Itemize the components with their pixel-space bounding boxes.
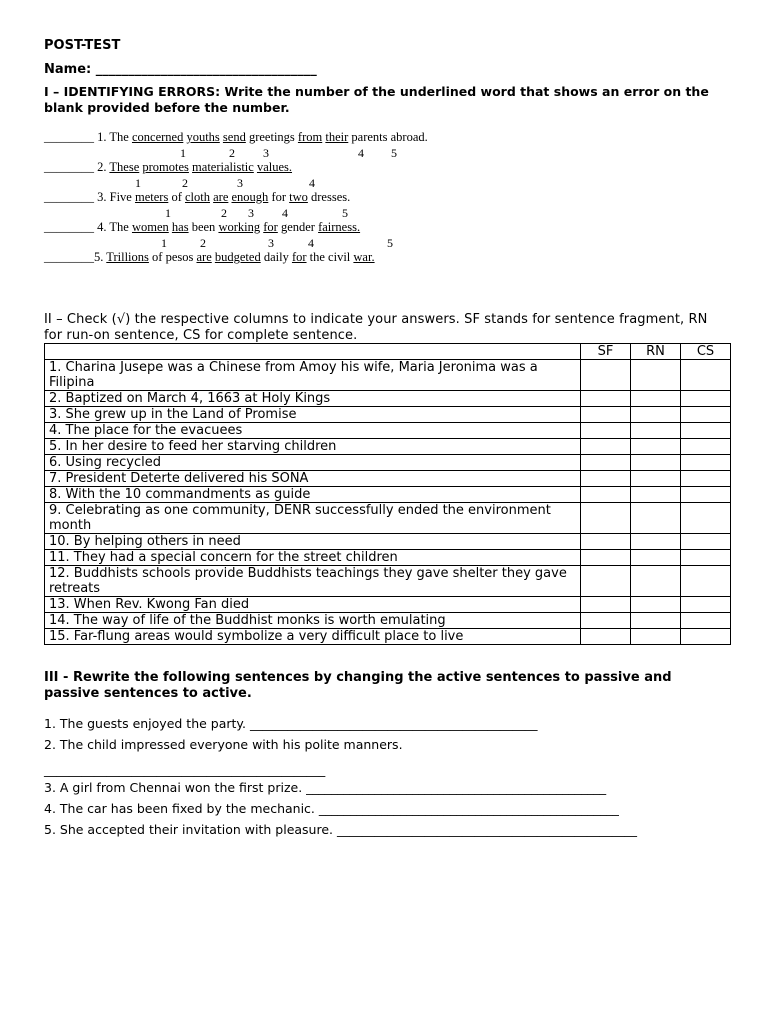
column-header-sentence (45, 344, 581, 360)
check-cell-sf[interactable] (581, 550, 631, 566)
check-cell-cs[interactable] (681, 566, 731, 597)
sentence-text: daily (260, 250, 292, 264)
name-label: Name: (44, 62, 96, 77)
underlined-word: are (213, 190, 229, 204)
sentence-cell: 5. In her desire to feed her starving children (45, 439, 581, 455)
sentence-cell: 14. The way of life of the Buddhist monks is worth emulating (45, 613, 581, 629)
table-row (45, 423, 731, 439)
word-number-label: 5 (391, 146, 397, 160)
rewrite-item: _____________________________________________ (44, 762, 326, 777)
answer-blank[interactable]: ________ (44, 250, 94, 264)
underlined-word: meters (134, 190, 169, 204)
check-cell-cs[interactable] (681, 423, 731, 439)
check-cell-rn[interactable] (631, 455, 681, 471)
sentence-text: gender (277, 220, 319, 234)
underlined-word: budgeted (214, 250, 261, 264)
answer-blank[interactable]: ________ (44, 190, 94, 204)
underlined-word: working (218, 220, 261, 234)
word-number-label: 1 (161, 236, 167, 250)
table-row (45, 597, 731, 613)
check-cell-rn[interactable] (631, 423, 681, 439)
check-cell-cs[interactable] (681, 439, 731, 455)
check-cell-rn[interactable] (631, 550, 681, 566)
word-number-label: 4 (308, 236, 314, 250)
sentence-cell: 13. When Rev. Kwong Fan died (45, 597, 581, 613)
underlined-word: youths (186, 130, 220, 144)
underlined-word: for (263, 220, 278, 234)
error-item-2 (44, 160, 292, 174)
underlined-word: has (171, 220, 189, 234)
section1-heading: I – IDENTIFYING ERRORS: Write the number of the underlined word that shows an error on the blank provided before the number. (44, 84, 709, 115)
page-title: POST-TEST (44, 38, 121, 53)
word-number-label: 2 (182, 176, 188, 190)
item-number: 5. (94, 250, 107, 264)
underlined-word: materialistic (192, 160, 254, 174)
table-row (45, 550, 731, 566)
underlined-word: two (289, 190, 308, 204)
rewrite-item: 4. The car has been fixed by the mechanic. ________________________________________________ (44, 801, 619, 816)
check-cell-cs[interactable] (681, 613, 731, 629)
check-cell-sf[interactable] (581, 613, 631, 629)
column-header-cs: CS (681, 344, 731, 360)
table-row (45, 439, 731, 455)
check-cell-rn[interactable] (631, 629, 681, 645)
check-cell-sf[interactable] (581, 423, 631, 439)
sentence-text: dresses. (307, 190, 351, 204)
table-header-row (45, 344, 731, 360)
rewrite-item: 1. The guests enjoyed the party. ______________________________________________ (44, 716, 538, 731)
sentence-cell: 4. The place for the evacuees (45, 423, 581, 439)
table-row (45, 613, 731, 629)
sentence-cell: 12. Buddhists schools provide Buddhists teachings they gave shelter they gave retreats (45, 566, 581, 597)
check-cell-cs[interactable] (681, 487, 731, 503)
underlined-word: their (325, 130, 349, 144)
check-cell-rn[interactable] (631, 391, 681, 407)
check-cell-sf[interactable] (581, 455, 631, 471)
check-cell-sf[interactable] (581, 487, 631, 503)
rewrite-item: 2. The child impressed everyone with his polite manners. (44, 737, 403, 752)
sentence-text: for (268, 190, 290, 204)
word-number-label: 2 (200, 236, 206, 250)
underlined-word: values. (256, 160, 293, 174)
sentence-cell: 11. They had a special concern for the street children (45, 550, 581, 566)
check-cell-sf[interactable] (581, 534, 631, 550)
underlined-word: war. (353, 250, 375, 264)
answer-blank[interactable]: ________ (44, 220, 94, 234)
check-cell-cs[interactable] (681, 629, 731, 645)
table-row (45, 391, 731, 407)
underlined-word: promotes (142, 160, 189, 174)
underlined-word: These (109, 160, 140, 174)
answer-blank[interactable]: ________ (44, 160, 94, 174)
word-number-label: 1 (180, 146, 186, 160)
check-cell-cs[interactable] (681, 597, 731, 613)
check-cell-rn[interactable] (631, 471, 681, 487)
underlined-word: Trillions (106, 250, 149, 264)
check-cell-rn[interactable] (631, 487, 681, 503)
sentence-cell: 3. She grew up in the Land of Promise (45, 407, 581, 423)
check-cell-cs[interactable] (681, 391, 731, 407)
table-row (45, 471, 731, 487)
table-row (45, 360, 731, 391)
word-number-label: 3 (268, 236, 274, 250)
item-number: 1. (94, 130, 110, 144)
word-number-label: 1 (135, 176, 141, 190)
word-number-label: 3 (237, 176, 243, 190)
word-number-label: 4 (282, 206, 288, 220)
sentence-text: the civil (306, 250, 354, 264)
rewrite-item: 3. A girl from Chennai won the first prize. ________________________________________________ (44, 780, 607, 795)
table-row (45, 503, 731, 534)
check-cell-sf[interactable] (581, 360, 631, 391)
underlined-word: enough (231, 190, 269, 204)
check-cell-rn[interactable] (631, 597, 681, 613)
item-number: 3. (94, 190, 110, 204)
sentence-text: of pesos (148, 250, 197, 264)
word-number-label: 3 (263, 146, 269, 160)
check-cell-sf[interactable] (581, 503, 631, 534)
check-cell-cs[interactable] (681, 455, 731, 471)
word-number-label: 4 (358, 146, 364, 160)
error-item-3 (44, 190, 350, 204)
sentence-cell: 10. By helping others in need (45, 534, 581, 550)
underlined-word: fairness. (318, 220, 361, 234)
underlined-word: concerned (131, 130, 184, 144)
check-cell-cs[interactable] (681, 534, 731, 550)
sentence-cell: 8. With the 10 commandments as guide (45, 487, 581, 503)
underlined-word: women (131, 220, 169, 234)
check-cell-rn[interactable] (631, 566, 681, 597)
column-header-sf: SF (581, 344, 631, 360)
sentence-cell: 15. Far-flung areas would symbolize a very difficult place to live (45, 629, 581, 645)
underlined-word: send (222, 130, 246, 144)
check-cell-rn[interactable] (631, 407, 681, 423)
check-cell-sf[interactable] (581, 391, 631, 407)
sentence-text: Five (109, 190, 135, 204)
check-cell-rn[interactable] (631, 503, 681, 534)
table-row (45, 455, 731, 471)
check-cell-sf[interactable] (581, 407, 631, 423)
sentence-cell: 6. Using recycled (45, 455, 581, 471)
answer-blank[interactable]: ________ (44, 130, 94, 144)
check-cell-cs[interactable] (681, 550, 731, 566)
word-number-label: 5 (342, 206, 348, 220)
error-item-4 (44, 220, 360, 234)
sentence-text: greetings (245, 130, 298, 144)
table-row (45, 534, 731, 550)
sentence-cell: 7. President Deterte delivered his SONA (45, 471, 581, 487)
sentence-text: The (109, 220, 132, 234)
underlined-word: cloth (184, 190, 210, 204)
sentence-text: The (109, 130, 132, 144)
sentence-cell: 1. Charina Jusepe was a Chinese from Amoy his wife, Maria Jeronima was a Filipina (45, 360, 581, 391)
error-item-5 (44, 250, 375, 264)
error-item-1 (44, 130, 428, 144)
sentence-cell: 9. Celebrating as one community, DENR successfully ended the environment month (45, 503, 581, 534)
word-number-label: 2 (229, 146, 235, 160)
underlined-word: from (297, 130, 323, 144)
check-cell-cs[interactable] (681, 360, 731, 391)
underlined-word: are (196, 250, 212, 264)
table-row (45, 407, 731, 423)
underlined-word: for (291, 250, 307, 264)
table-row (45, 629, 731, 645)
section2-heading: II – Check (√) the respective columns to indicate your answers. SF stands for sentence fragment, RN for run-on sentence, CS for complete sentence. (44, 312, 708, 343)
sentence-check-table (44, 343, 731, 645)
check-cell-rn[interactable] (631, 534, 681, 550)
table-row (45, 487, 731, 503)
item-number: 4. (94, 220, 110, 234)
check-cell-sf[interactable] (581, 629, 631, 645)
check-cell-sf[interactable] (581, 566, 631, 597)
check-cell-cs[interactable] (681, 503, 731, 534)
check-cell-cs[interactable] (681, 471, 731, 487)
column-header-rn: RN (631, 344, 681, 360)
sentence-cell: 2. Baptized on March 4, 1663 at Holy Kings (45, 391, 581, 407)
word-number-label: 3 (248, 206, 254, 220)
name-line (44, 62, 317, 77)
item-number: 2. (94, 160, 110, 174)
word-number-label: 2 (221, 206, 227, 220)
check-cell-cs[interactable] (681, 407, 731, 423)
section3-heading: III - Rewrite the following sentences by changing the active sentences to passive and passive sentences to active. (44, 670, 672, 701)
check-cell-rn[interactable] (631, 360, 681, 391)
table-row (45, 566, 731, 597)
sentence-text: of (168, 190, 185, 204)
check-cell-sf[interactable] (581, 597, 631, 613)
sentence-text: parents abroad. (348, 130, 428, 144)
name-blank: __________________________________ (95, 62, 317, 77)
word-number-label: 5 (387, 236, 393, 250)
sentence-text: been (188, 220, 219, 234)
check-cell-rn[interactable] (631, 613, 681, 629)
check-cell-rn[interactable] (631, 439, 681, 455)
word-number-label: 4 (309, 176, 315, 190)
rewrite-item: 5. She accepted their invitation with pleasure. ________________________________________________ (44, 822, 637, 837)
word-number-label: 1 (165, 206, 171, 220)
check-cell-sf[interactable] (581, 471, 631, 487)
check-cell-sf[interactable] (581, 439, 631, 455)
